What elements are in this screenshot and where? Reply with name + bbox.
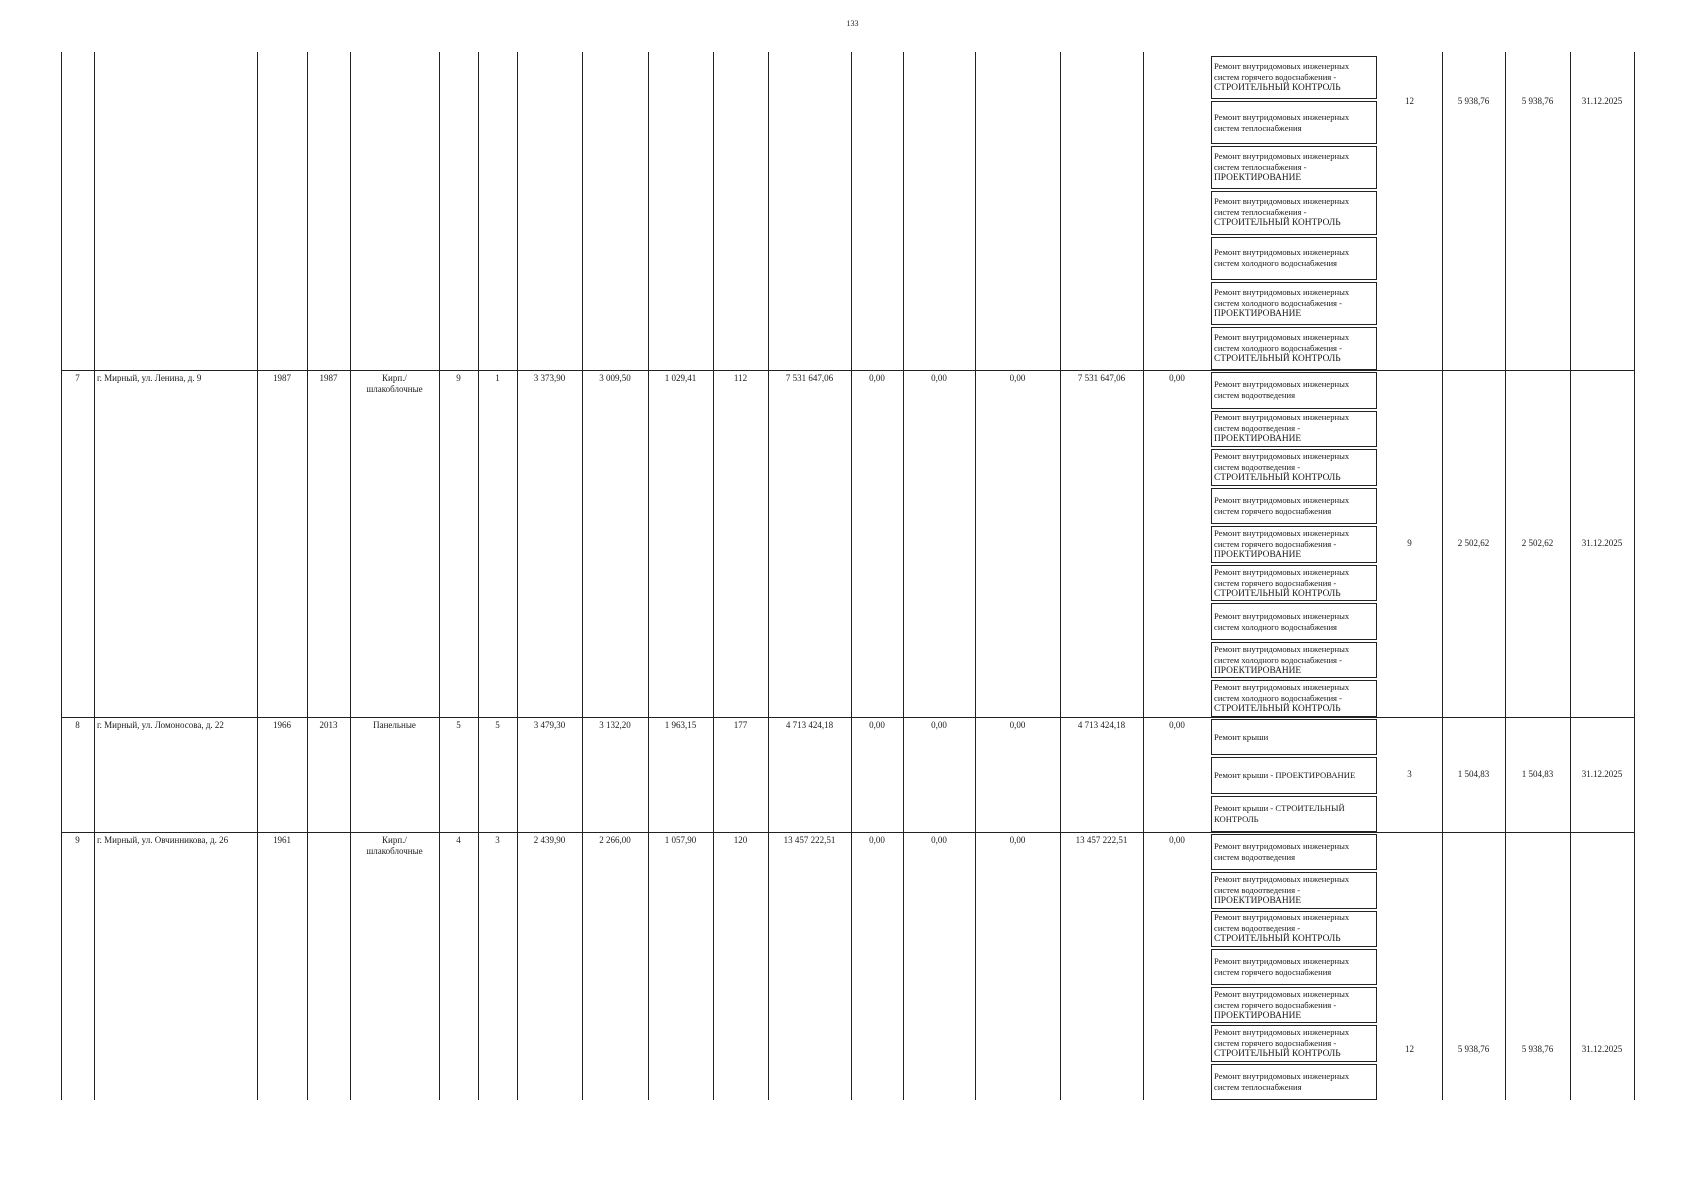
- fund-owners: 7 531 647,06: [1077, 373, 1126, 383]
- work-item-text: Ремонт внутридомовых инженерных систем теплоснабжения -: [1214, 196, 1350, 218]
- fund-federal: 0,00: [869, 835, 885, 845]
- work-item-text: Ремонт крыши - СТРОИТЕЛЬНЫЙ КОНТРОЛЬ: [1214, 802, 1345, 824]
- area-total: 2 439,90: [533, 835, 566, 845]
- work-item: [1211, 872, 1377, 908]
- cost-total: 4 713 424,18: [785, 720, 834, 730]
- work-item-text: Ремонт внутридомовых инженерных систем холодного водоснабжения -: [1214, 682, 1350, 704]
- cost-total: 13 457 222,51: [783, 835, 836, 845]
- cost-limit: 1 504,83: [1521, 768, 1554, 779]
- work-item-suffix: СТРОИТЕЛЬНЫЙ КОНТРОЛЬ: [1214, 218, 1341, 229]
- work-item: [1211, 1064, 1377, 1100]
- work-item-suffix: ПРОЕКТИРОВАНИЕ: [1214, 434, 1302, 445]
- column-border: [307, 52, 308, 1100]
- work-item: [1211, 949, 1377, 985]
- work-item-text: Ремонт внутридомовых инженерных систем теплоснабжения -: [1214, 151, 1350, 173]
- work-item: [1211, 488, 1377, 525]
- work-item-text: Ремонт внутридомовых инженерных систем водоотведения -: [1214, 450, 1350, 472]
- work-item-text: Ремонт внутридомовых инженерных систем холодного водоснабжения: [1214, 247, 1350, 269]
- column-border: [975, 52, 976, 1100]
- fund-regional: 0,00: [931, 720, 947, 730]
- work-item: [1211, 282, 1377, 325]
- area-total: 3 479,30: [533, 720, 566, 730]
- work-item-text: Ремонт внутридомовых инженерных систем водоотведения -: [1214, 873, 1350, 895]
- wall-material: [353, 373, 436, 395]
- completion-date: 31.12.2025: [1581, 1044, 1623, 1054]
- work-item-text: Ремонт внутридомовых инженерных систем теплоснабжения: [1214, 1070, 1350, 1092]
- work-item-text: Ремонт внутридомовых инженерных систем холодного водоснабжения: [1214, 610, 1350, 632]
- cost-limit: 5 938,76: [1521, 1044, 1554, 1054]
- column-border: [1505, 52, 1506, 1100]
- work-item: [1211, 834, 1377, 870]
- residents: 112: [733, 373, 748, 383]
- column-border: [903, 52, 904, 1100]
- work-count: 3: [1407, 768, 1412, 779]
- residents: 120: [733, 835, 748, 845]
- row-number: 9: [75, 835, 80, 845]
- work-item: [1211, 987, 1377, 1023]
- work-item-text: Ремонт внутридомовых инженерных систем горячего водоснабжения -: [1214, 988, 1350, 1010]
- area-common: 1 057,90: [664, 835, 697, 845]
- work-item: [1211, 526, 1377, 563]
- work-count: 9: [1407, 537, 1412, 548]
- house-address: г. Мирный, ул. Овчинникова, д. 26: [97, 835, 229, 845]
- area-common: 1 963,15: [664, 720, 697, 730]
- work-item: [1211, 146, 1377, 189]
- column-border: [517, 52, 518, 1100]
- work-item-text: Ремонт внутридомовых инженерных систем горячего водоснабжения: [1214, 494, 1350, 516]
- work-item: [1211, 796, 1377, 832]
- year-built: 1966: [273, 720, 291, 730]
- wall-material: [353, 835, 436, 857]
- completion-date: 31.12.2025: [1581, 537, 1623, 548]
- work-item: [1211, 642, 1377, 679]
- work-item: [1211, 911, 1377, 947]
- work-item-suffix: СТРОИТЕЛЬНЫЙ КОНТРОЛЬ: [1214, 472, 1341, 483]
- work-item-text: Ремонт внутридомовых инженерных систем теплоснабжения: [1214, 111, 1350, 133]
- floors: 5: [456, 720, 461, 730]
- area-living: 3 009,50: [599, 373, 631, 383]
- work-item-suffix: ПРОЕКТИРОВАНИЕ: [1214, 173, 1302, 184]
- column-border: [478, 52, 479, 1100]
- area-common: 1 029,41: [664, 373, 697, 383]
- area-living: 3 132,20: [599, 720, 631, 730]
- column-border: [648, 52, 649, 1100]
- column-border: [768, 52, 769, 1100]
- column-border: [350, 52, 351, 1100]
- work-item-text: Ремонт крыши: [1214, 731, 1269, 742]
- work-item-suffix: ПРОЕКТИРОВАНИЕ: [1214, 895, 1302, 906]
- fund-federal: 0,00: [869, 373, 885, 383]
- cost-per-sqm: 5 938,76: [1457, 96, 1490, 106]
- work-item: [1211, 237, 1377, 280]
- year-last-repair: 2013: [319, 720, 338, 730]
- work-item-suffix: ПРОЕКТИРОВАНИЕ: [1214, 1010, 1302, 1021]
- work-item: [1211, 372, 1377, 409]
- work-item: [1211, 757, 1377, 793]
- fund-local: 0,00: [1009, 835, 1026, 845]
- work-count: 12: [1405, 96, 1414, 106]
- year-last-repair: 1987: [319, 373, 338, 383]
- floors: 9: [456, 373, 461, 383]
- work-item: [1211, 680, 1377, 717]
- wall-material-line: шлакоблочные: [366, 384, 423, 394]
- fund-local: 0,00: [1009, 373, 1026, 383]
- wall-material-line: Кирп./: [382, 835, 407, 845]
- work-item-text: Ремонт внутридомовых инженерных систем холодного водоснабжения -: [1214, 286, 1350, 308]
- column-border: [851, 52, 852, 1100]
- row-border: [61, 717, 1634, 718]
- row-number: 7: [75, 373, 80, 383]
- house-address: г. Мирный, ул. Ленина, д. 9: [97, 373, 202, 383]
- area-total: 3 373,90: [533, 373, 566, 383]
- work-item-suffix: СТРОИТЕЛЬНЫЙ КОНТРОЛЬ: [1214, 1049, 1341, 1060]
- entrances: 3: [495, 835, 500, 845]
- work-item: [1211, 411, 1377, 448]
- work-item-text: Ремонт внутридомовых инженерных систем водоотведения -: [1214, 412, 1350, 434]
- column-border: [1060, 52, 1061, 1100]
- column-border: [1442, 52, 1443, 1100]
- work-item: [1211, 719, 1377, 755]
- cost-per-sqm: 2 502,62: [1457, 537, 1490, 548]
- fund-local: 0,00: [1009, 720, 1026, 730]
- completion-date: 31.12.2025: [1581, 768, 1623, 779]
- residents: 177: [733, 720, 748, 730]
- work-item-suffix: СТРОИТЕЛЬНЫЙ КОНТРОЛЬ: [1214, 353, 1341, 364]
- cost-limit: 2 502,62: [1521, 537, 1554, 548]
- work-item-text: Ремонт внутридомовых инженерных систем горячего водоснабжения -: [1214, 566, 1350, 588]
- house-address: г. Мирный, ул. Ломоносова, д. 22: [97, 720, 224, 730]
- cost-per-sqm: 1 504,83: [1457, 768, 1490, 779]
- wall-material-line: Панельные: [373, 720, 416, 730]
- work-item: [1211, 56, 1377, 99]
- column-border: [94, 52, 95, 1100]
- column-border: [713, 52, 714, 1100]
- work-item-suffix: СТРОИТЕЛЬНЫЙ КОНТРОЛЬ: [1214, 588, 1341, 599]
- work-item: [1211, 565, 1377, 602]
- cost-per-sqm: 5 938,76: [1457, 1044, 1490, 1054]
- entrances: 1: [495, 373, 500, 383]
- work-item-suffix: ПРОЕКТИРОВАНИЕ: [1214, 308, 1302, 319]
- wall-material-line: шлакоблочные: [366, 846, 423, 856]
- fund-federal: 0,00: [869, 720, 885, 730]
- work-item-suffix: СТРОИТЕЛЬНЫЙ КОНТРОЛЬ: [1214, 934, 1341, 945]
- work-item-text: Ремонт внутридомовых инженерных систем горячего водоснабжения -: [1214, 1027, 1350, 1049]
- cost-limit: 5 938,76: [1521, 96, 1554, 106]
- column-border: [582, 52, 583, 1100]
- work-item-text: Ремонт внутридомовых инженерных систем горячего водоснабжения -: [1214, 528, 1350, 549]
- work-item-text: Ремонт крыши - ПРОЕКТИРОВАНИЕ: [1214, 769, 1356, 780]
- completion-date: 31.12.2025: [1581, 96, 1623, 106]
- wall-material: [353, 720, 436, 731]
- page-number: 133: [846, 19, 859, 28]
- cost-total: 7 531 647,06: [785, 373, 834, 383]
- column-border: [1143, 52, 1144, 1100]
- year-built: 1987: [273, 373, 291, 383]
- work-item-text: Ремонт внутридомовых инженерных систем горячего водоснабжения: [1214, 955, 1350, 977]
- work-item-text: Ремонт внутридомовых инженерных систем водоотведения: [1214, 379, 1350, 401]
- floors: 4: [456, 835, 461, 845]
- fund-owners: 4 713 424,18: [1077, 720, 1126, 730]
- entrances: 5: [495, 720, 500, 730]
- fund-other: 0,00: [1169, 373, 1185, 383]
- column-border: [1570, 52, 1571, 1100]
- work-item: [1211, 1025, 1377, 1061]
- work-item: [1211, 603, 1377, 640]
- column-border: [61, 52, 62, 1100]
- work-item-text: Ремонт внутридомовых инженерных систем водоотведения -: [1214, 912, 1350, 934]
- work-item-text: Ремонт внутридомовых инженерных систем водоотведения: [1214, 841, 1350, 863]
- column-border: [257, 52, 258, 1100]
- work-item: [1211, 449, 1377, 486]
- work-item-text: Ремонт внутридомовых инженерных систем холодного водоснабжения -: [1214, 643, 1350, 665]
- fund-regional: 0,00: [931, 835, 947, 845]
- work-item-suffix: СТРОИТЕЛЬНЫЙ КОНТРОЛЬ: [1214, 704, 1341, 715]
- fund-owners: 13 457 222,51: [1075, 835, 1128, 845]
- work-item: [1211, 327, 1377, 370]
- work-count: 12: [1405, 1044, 1414, 1054]
- work-item-text: Ремонт внутридомовых инженерных систем холодного водоснабжения -: [1214, 331, 1350, 353]
- fund-regional: 0,00: [931, 373, 947, 383]
- work-item: [1211, 101, 1377, 144]
- work-item-text: Ремонт внутридомовых инженерных систем горячего водоснабжения -: [1214, 61, 1350, 83]
- year-built: 1961: [273, 835, 291, 845]
- work-item-suffix: ПРОЕКТИРОВАНИЕ: [1214, 665, 1302, 676]
- fund-other: 0,00: [1169, 720, 1185, 730]
- work-item-suffix: ПРОЕКТИРОВАНИЕ: [1214, 550, 1302, 560]
- area-living: 2 266,00: [599, 835, 631, 845]
- row-border: [61, 832, 1634, 833]
- work-item-suffix: СТРОИТЕЛЬНЫЙ КОНТРОЛЬ: [1214, 83, 1341, 94]
- fund-other: 0,00: [1169, 835, 1185, 845]
- column-border: [1634, 52, 1635, 1100]
- row-border: [61, 370, 1634, 371]
- wall-material-line: Кирп./: [382, 373, 407, 383]
- row-number: 8: [75, 720, 80, 730]
- work-item: [1211, 191, 1377, 234]
- column-border: [439, 52, 440, 1100]
